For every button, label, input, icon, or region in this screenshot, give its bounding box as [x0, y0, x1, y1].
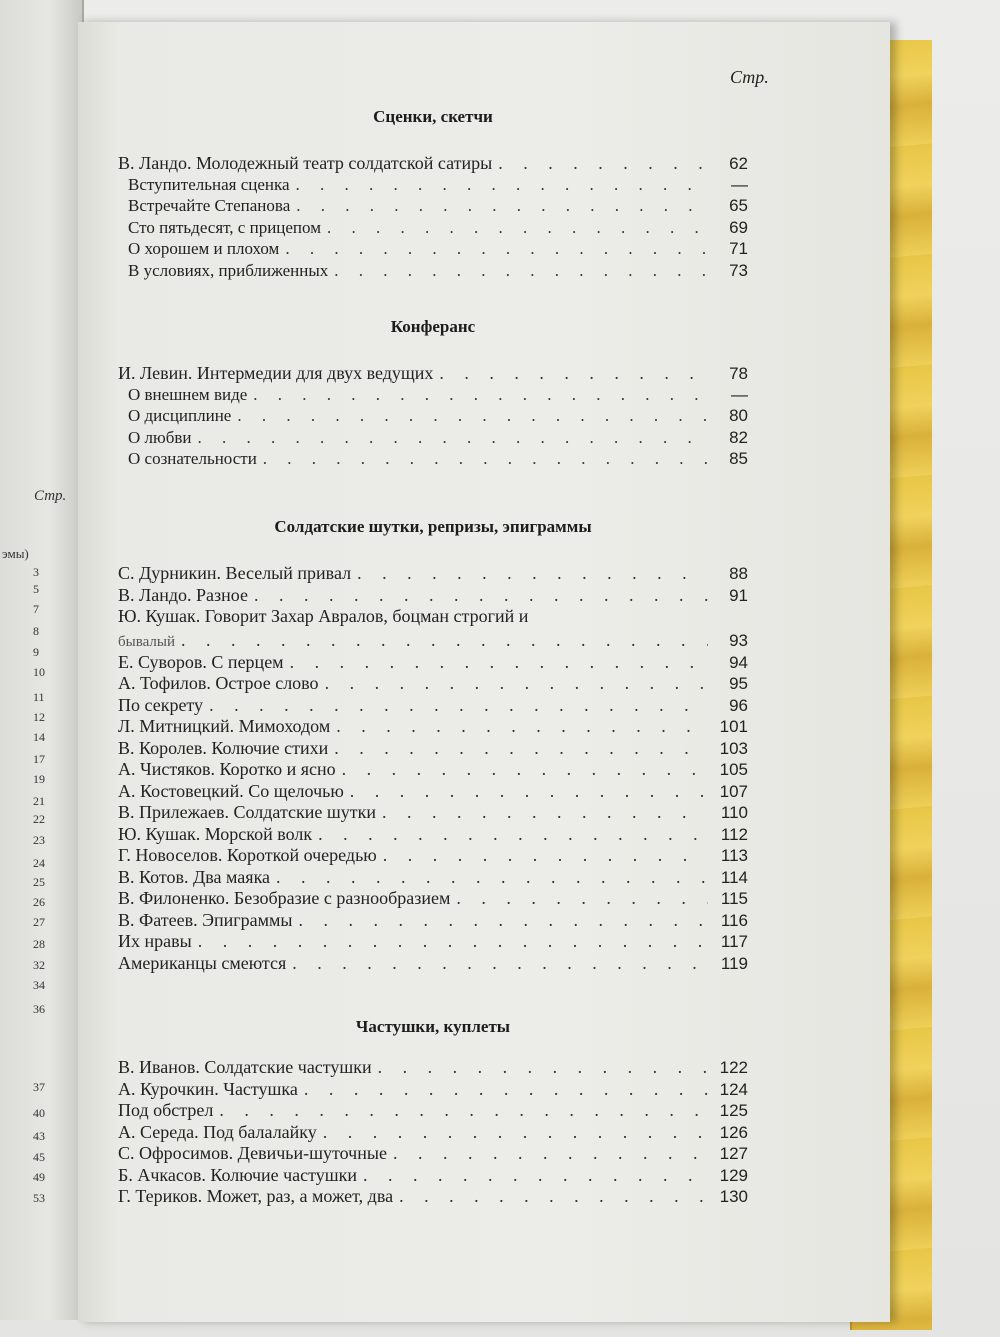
entry-title: О внешнем виде: [128, 384, 248, 404]
entry-page-number: 116: [720, 910, 748, 930]
entry-title: По секрету: [118, 694, 204, 715]
leader-dots: [290, 196, 708, 216]
leader-dots: [376, 802, 708, 823]
entry-page-number: 80: [729, 406, 748, 425]
left-page-number: 23: [33, 833, 45, 847]
leader-dots: [319, 673, 708, 694]
entry-page-number: 112: [720, 824, 748, 844]
left-page: [0, 0, 84, 1320]
toc-entry[interactable]: [118, 1079, 748, 1101]
entry-page-number: 113: [720, 846, 748, 865]
entry-title: О сознательности: [128, 449, 257, 468]
toc-entry[interactable]: [118, 585, 748, 607]
toc-section: [118, 1017, 748, 1208]
leader-dots: [257, 449, 708, 469]
leader-dots: [247, 385, 708, 405]
entry-title: В условиях, приближенных: [128, 260, 329, 280]
entry-title: Встречайте Степанова: [128, 196, 291, 215]
entry-title: Их нравы: [118, 931, 192, 951]
leader-dots: [433, 363, 708, 384]
left-page-number: 17: [33, 752, 45, 766]
toc-entry[interactable]: [118, 716, 748, 738]
entry-page-number: 96: [729, 695, 748, 715]
entry-title: И. Левин. Интермедии для двух ведущих: [118, 363, 434, 383]
left-page-number: 37: [33, 1080, 45, 1094]
entry-page-number: 119: [720, 953, 748, 973]
leader-dots: [279, 239, 708, 259]
toc-entry[interactable]: [118, 196, 748, 218]
leader-dots: [336, 759, 708, 780]
entry-page-number: 122: [719, 1058, 748, 1077]
leader-dots: [321, 218, 708, 238]
entry-page-number: —: [731, 174, 748, 194]
toc-entry[interactable]: [118, 953, 748, 975]
entry-title: В. Котов. Два маяка: [118, 866, 271, 887]
leader-dots: [328, 738, 708, 759]
entry-title: Е. Суворов. С перцем: [118, 651, 284, 672]
left-page-number: 34: [33, 978, 45, 992]
toc-entry[interactable]: [118, 695, 748, 717]
leader-dots: [330, 716, 708, 737]
leader-dots: [328, 261, 708, 281]
entry-page-number: 129: [719, 1165, 748, 1185]
toc-entry[interactable]: [118, 261, 748, 283]
leader-dots: [344, 781, 708, 802]
left-page-number: 24: [33, 856, 45, 870]
entry-title: Б. Ачкасов. Колючие частушки: [118, 1164, 358, 1185]
entry-page-number: 114: [720, 867, 748, 887]
leader-dots: [248, 585, 708, 606]
leader-dots: [175, 630, 708, 651]
toc-entry[interactable]: [118, 239, 748, 261]
leader-dots: [203, 695, 708, 716]
leader-dots: [387, 1143, 708, 1164]
entry-page-number: 130: [719, 1187, 748, 1206]
leader-dots: [286, 953, 708, 974]
left-page-number: 49: [33, 1170, 45, 1184]
entry-page-number: 71: [729, 239, 748, 258]
entry-page-number: 78: [729, 364, 748, 383]
section-title: Солдатские шутки, репризы, эпиграммы: [274, 517, 592, 536]
leader-dots: [357, 1165, 708, 1186]
leader-dots: [290, 175, 708, 195]
entry-title: А. Тофилов. Острое слово: [118, 673, 319, 693]
entry-page-number: —: [731, 384, 748, 404]
entry-title: Ю. Кушак. Морской волк: [118, 823, 313, 844]
entry-title: Ю. Кушак. Говорит Захар Авралов, боцман строгий и: [118, 606, 529, 626]
page-column-label: Стр.: [730, 67, 769, 87]
toc-entry[interactable]: [118, 1165, 748, 1187]
entry-page-number: 73: [729, 260, 748, 280]
left-page-number: 7: [33, 602, 39, 616]
entry-title: А. Костовецкий. Со щелочью: [118, 780, 344, 801]
toc-entry[interactable]: [118, 888, 748, 910]
toc-entry[interactable]: [118, 175, 748, 197]
entry-title: Вступительная сценка: [128, 174, 290, 194]
leader-dots: [191, 428, 708, 448]
entry-page-number: 110: [720, 803, 748, 822]
entry-title: В. Фатеев. Эпиграммы: [118, 909, 293, 930]
entry-title: В. Филоненко. Безобразие с разнообразием: [118, 888, 451, 908]
entry-title: Под обстрел: [118, 1100, 214, 1120]
leader-dots: [192, 931, 708, 952]
left-page-number: 36: [33, 1002, 45, 1016]
toc-entry[interactable]: [118, 153, 748, 175]
toc-entry[interactable]: [118, 802, 748, 824]
left-page-number: 25: [33, 875, 45, 889]
toc-entry[interactable]: [118, 1186, 748, 1208]
entry-page-number: 124: [719, 1079, 748, 1099]
entry-title: Г. Новоселов. Короткой очередью: [118, 845, 377, 865]
leader-dots: [293, 910, 709, 931]
leader-dots: [231, 406, 708, 426]
left-page-number: 53: [33, 1191, 45, 1205]
entry-title: О любви: [128, 427, 192, 447]
entry-title: Американцы смеются: [118, 952, 287, 973]
entry-title: О дисциплине: [128, 406, 232, 425]
toc-entry[interactable]: [118, 673, 748, 695]
section-title: Сценки, скетчи: [373, 107, 493, 126]
entry-title: В. Ландо. Разное: [118, 584, 248, 605]
section-title: Конферанс: [390, 317, 476, 336]
left-page-heading: Стр.: [34, 488, 67, 504]
left-page-number: 45: [33, 1150, 45, 1164]
entry-page-number: 69: [729, 217, 748, 237]
toc-entry[interactable]: [118, 363, 748, 385]
toc-section: [118, 317, 748, 471]
entry-page-number: 126: [719, 1122, 748, 1142]
left-page-number: 43: [33, 1129, 45, 1143]
leader-dots: [377, 845, 708, 866]
entry-page-number: 127: [719, 1144, 748, 1163]
toc-entry[interactable]: [118, 449, 748, 471]
left-page-number: 3: [33, 565, 39, 579]
entry-title: С. Офросимов. Девичьи-шуточные: [118, 1143, 387, 1163]
left-page-number: 12: [33, 710, 45, 724]
entry-title: В. Ландо. Молодежный театр солдатской сатиры: [118, 153, 493, 173]
entry-title: О хорошем и плохом: [128, 239, 280, 258]
leader-dots: [298, 1079, 708, 1100]
entry-page-number: 62: [729, 154, 748, 173]
leader-dots: [284, 652, 708, 673]
toc-entry[interactable]: [118, 406, 748, 428]
entry-page-number: 107: [719, 781, 748, 801]
left-page-number: 5: [33, 582, 39, 596]
entry-page-number: 95: [729, 674, 748, 693]
entry-title: Сто пятьдесят, с прицепом: [128, 217, 321, 237]
leader-dots: [393, 1186, 708, 1207]
left-page-number: 40: [33, 1106, 45, 1120]
entry-page-number: 93: [729, 631, 748, 650]
left-page-number: 11: [33, 690, 45, 704]
entry-title: Л. Митницкий. Мимоходом: [118, 716, 331, 736]
entry-title: С. Дурникин. Веселый привал: [118, 563, 352, 583]
entry-page-number: 65: [729, 196, 748, 215]
toc-entry[interactable]: [118, 630, 748, 652]
left-page-number: 21: [33, 794, 45, 808]
entry-page-number: 117: [720, 932, 748, 951]
toc-entry[interactable]: [118, 931, 748, 953]
left-page-number: 8: [33, 624, 39, 638]
entry-page-number: 103: [719, 738, 748, 758]
toc-entry[interactable]: [118, 1122, 748, 1144]
toc-entry[interactable]: [118, 428, 748, 450]
toc-section: [118, 517, 748, 974]
toc-entry[interactable]: [118, 824, 748, 846]
toc-entry[interactable]: [118, 845, 748, 867]
entry-title: Г. Териков. Может, раз, а может, два: [118, 1186, 394, 1206]
toc-entry[interactable]: [118, 1143, 748, 1165]
entry-page-number: 115: [720, 889, 748, 908]
entry-title: В. Прилежаев. Солдатские шутки: [118, 802, 377, 822]
toc-entry[interactable]: [118, 910, 748, 932]
entry-page-number: 105: [719, 760, 748, 779]
toc-entry[interactable]: [118, 867, 748, 889]
section-title: Частушки, куплеты: [355, 1017, 511, 1036]
entry-page-number: 91: [729, 585, 748, 605]
entry-title-continuation: бывалый: [118, 634, 175, 650]
left-page-number: 27: [33, 915, 45, 929]
left-page-fragment: эмы): [2, 546, 29, 561]
leader-dots: [351, 563, 708, 584]
entry-page-number: 94: [729, 652, 748, 672]
leader-dots: [213, 1100, 708, 1121]
toc-entry[interactable]: [118, 1100, 748, 1122]
toc-entry[interactable]: [118, 738, 748, 760]
toc-entry[interactable]: [118, 385, 748, 407]
left-page-number: 10: [33, 665, 45, 679]
toc-entry[interactable]: [118, 218, 748, 240]
entry-title: А. Курочкин. Частушка: [118, 1078, 298, 1099]
entry-title: В. Королев. Колючие стихи: [118, 737, 329, 758]
entry-page-number: 88: [729, 564, 748, 583]
left-page-number: 14: [33, 730, 45, 744]
left-page-number: 32: [33, 958, 45, 972]
toc-section: [118, 107, 748, 282]
left-page-number: 28: [33, 937, 45, 951]
toc-entry[interactable]: [118, 1057, 748, 1079]
toc-entry[interactable]: [118, 759, 748, 781]
entry-title: А. Чистяков. Коротко и ясно: [118, 759, 336, 779]
entry-page-number: 82: [729, 427, 748, 447]
toc-entry[interactable]: [118, 563, 748, 585]
leader-dots: [317, 1122, 708, 1143]
leader-dots: [450, 888, 708, 909]
contents-page: [78, 22, 890, 1322]
toc-entry[interactable]: [118, 781, 748, 803]
left-page-number: 19: [33, 772, 45, 786]
entry-page-number: 101: [719, 717, 748, 736]
leader-dots: [312, 824, 708, 845]
left-page-number: 26: [33, 895, 45, 909]
leader-dots: [372, 1057, 708, 1078]
left-page-number: 9: [33, 645, 39, 659]
entry-page-number: 85: [729, 449, 748, 468]
leader-dots: [270, 867, 708, 888]
entry-page-number: 125: [719, 1101, 748, 1120]
leader-dots: [492, 153, 708, 174]
entry-title: А. Середа. Под балалайку: [118, 1121, 317, 1142]
entry-title: В. Иванов. Солдатские частушки: [118, 1057, 372, 1077]
toc-entry[interactable]: [118, 652, 748, 674]
left-page-number: 22: [33, 812, 45, 826]
